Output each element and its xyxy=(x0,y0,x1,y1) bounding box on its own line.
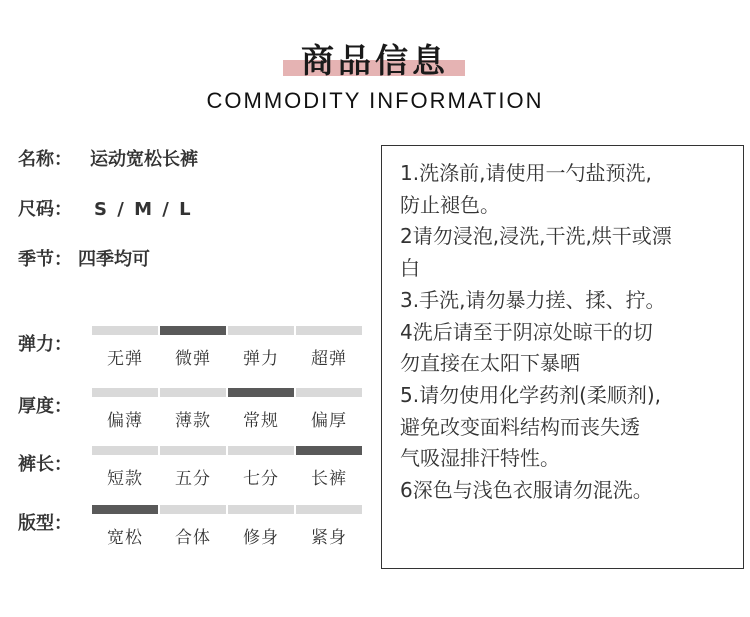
care-note-line: 气吸湿排汗特性。 xyxy=(400,446,560,471)
scale-option xyxy=(92,326,158,369)
scale-option-label: 超弹 xyxy=(311,349,347,369)
header xyxy=(0,40,750,85)
scale-option-label: 偏厚 xyxy=(311,411,347,431)
scale-bar xyxy=(92,388,158,397)
scale-option xyxy=(92,505,158,548)
scale-option xyxy=(92,388,158,431)
scale-label: 裤长： xyxy=(18,454,72,475)
care-note-line: 3.手洗,请勿暴力搓、揉、拧。 xyxy=(400,287,666,312)
scale-option-label: 七分 xyxy=(243,469,279,489)
spec-name-value: 运动宽松长裤 xyxy=(90,149,198,170)
spec-name-label: 名称： xyxy=(18,149,72,170)
care-note-line: 勿直接在太阳下暴晒 xyxy=(400,351,580,376)
scale-option xyxy=(228,505,294,548)
scale-label: 版型： xyxy=(18,513,72,534)
scale-label: 弹力： xyxy=(18,334,72,355)
scale-bar xyxy=(296,326,362,335)
care-instructions-box xyxy=(381,145,744,569)
scale-option xyxy=(228,388,294,431)
scale-bar xyxy=(92,326,158,335)
scale-row xyxy=(18,505,368,548)
care-instructions-list xyxy=(400,158,735,507)
scale-bar xyxy=(160,446,226,455)
scale-bar xyxy=(228,326,294,335)
page-subtitle: COMMODITY INFORMATION xyxy=(206,88,544,113)
scale-option-label: 长裤 xyxy=(311,469,347,489)
scale-option-label: 薄款 xyxy=(175,411,211,431)
scale-option-label: 微弹 xyxy=(175,349,211,369)
spec-season-label: 季节： xyxy=(18,249,72,270)
scale-option xyxy=(160,388,226,431)
scale-bar-selected xyxy=(160,326,226,335)
spec-name xyxy=(18,147,198,173)
scale-option xyxy=(296,446,362,489)
care-note-line: 白 xyxy=(400,256,420,281)
scale-option xyxy=(160,505,226,548)
care-note-line: 2请勿浸泡,浸洗,干洗,烘干或漂 xyxy=(400,224,672,249)
scale-bar-selected xyxy=(296,446,362,455)
scale-option-label: 常规 xyxy=(243,411,279,431)
scale-bar xyxy=(296,505,362,514)
spec-season-value: 四季均可 xyxy=(78,249,150,270)
spec-season xyxy=(18,247,150,273)
scale-option xyxy=(228,446,294,489)
scale-row xyxy=(18,326,368,369)
scale-option-label: 弹力 xyxy=(243,349,279,369)
scale-option-label: 紧身 xyxy=(311,528,347,548)
scale-option xyxy=(160,446,226,489)
scale-option xyxy=(296,326,362,369)
scale-option-label: 无弹 xyxy=(107,349,143,369)
scale-option xyxy=(160,326,226,369)
scale-bar xyxy=(160,505,226,514)
scale-bar xyxy=(228,446,294,455)
care-note-line: 避免改变面料结构而丧失透 xyxy=(400,414,640,439)
care-note-line: 防止褪色。 xyxy=(400,192,500,217)
scale-option-label: 修身 xyxy=(243,528,279,548)
scale-option xyxy=(296,505,362,548)
scale-bar xyxy=(228,505,294,514)
scale-option-label: 五分 xyxy=(175,469,211,489)
scale-bar-selected xyxy=(92,505,158,514)
page-title: 商品信息 xyxy=(301,41,449,80)
scale-option-label: 偏薄 xyxy=(107,411,143,431)
care-note-line: 5.请勿使用化学药剂(柔顺剂), xyxy=(400,382,662,407)
scale-bar xyxy=(160,388,226,397)
scale-row xyxy=(18,446,368,489)
scale-label: 厚度： xyxy=(18,396,72,417)
spec-size-label: 尺码： xyxy=(18,199,72,220)
scale-option xyxy=(296,388,362,431)
scale-option xyxy=(228,326,294,369)
scale-bar xyxy=(296,388,362,397)
scale-option-label: 合体 xyxy=(175,528,211,548)
spec-size-value: S / M / L xyxy=(94,199,193,220)
scale-bar xyxy=(92,446,158,455)
scale-option xyxy=(92,446,158,489)
care-note-line: 1.洗涤前,请使用一勺盐预洗, xyxy=(400,161,652,185)
scale-row xyxy=(18,388,368,431)
scale-bar-selected xyxy=(228,388,294,397)
scale-option-label: 宽松 xyxy=(107,528,143,548)
care-note-line: 4洗后请至于阴凉处晾干的切 xyxy=(400,319,653,344)
spec-size xyxy=(18,197,193,223)
scale-option-label: 短款 xyxy=(107,469,143,489)
care-note-line: 6深色与浅色衣服请勿混洗。 xyxy=(400,478,653,503)
